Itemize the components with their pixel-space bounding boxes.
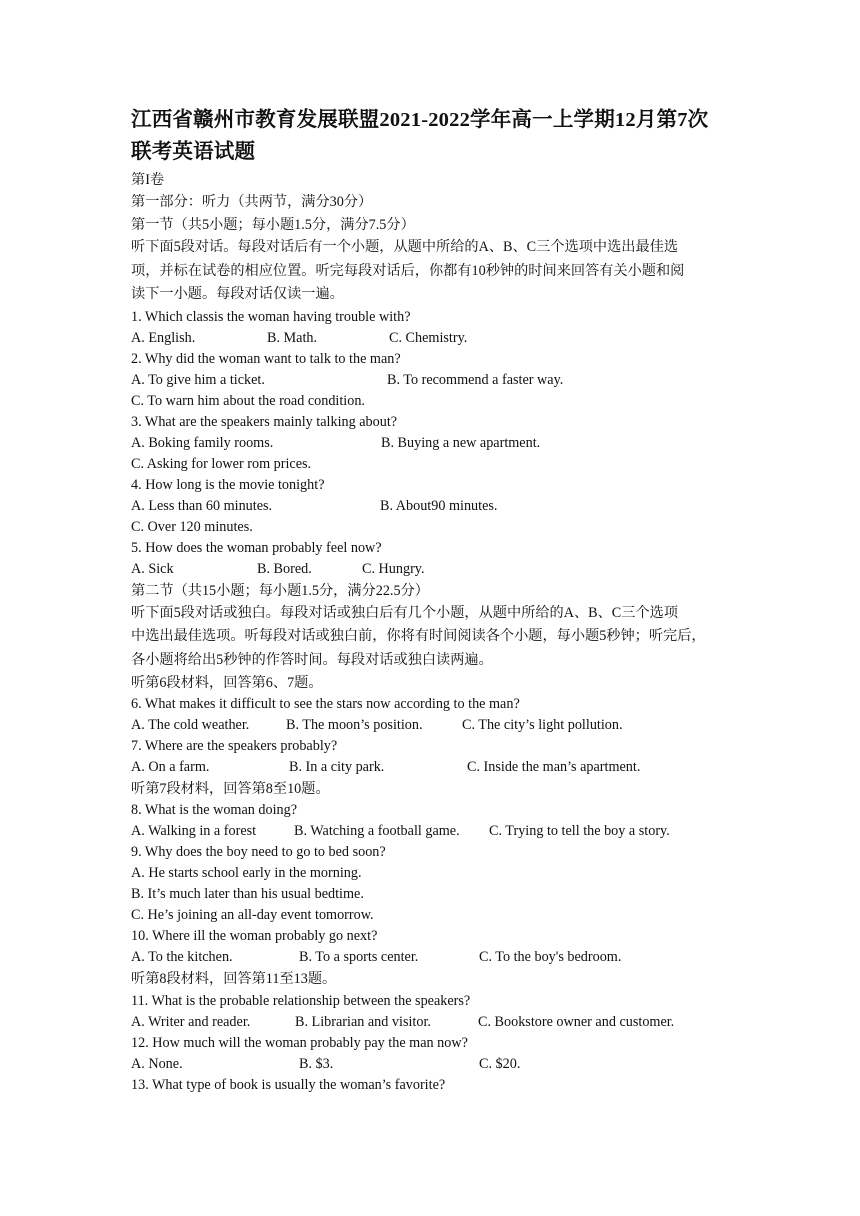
question-stem: 7. Where are the speakers probably? xyxy=(131,738,338,754)
question-stem: 4. How long is the movie tonight? xyxy=(131,476,325,493)
option-a: A. English. xyxy=(131,329,196,346)
question-stem: 1. Which classis the woman having trouble with? xyxy=(131,308,411,325)
question-stem: 6. What makes it difficult to see the stars now according to the man? xyxy=(131,696,520,712)
option-c: C. $20. xyxy=(479,1056,521,1072)
exam-page xyxy=(131,104,731,1096)
instruction-line: 读下一小题。每段对话仅读一遍。 xyxy=(131,286,344,302)
option-b: B. Bored. xyxy=(257,560,312,577)
question-stem: 8. What is the woman doing? xyxy=(131,802,298,818)
material-heading: 听第7段材料，回答第8至10题。 xyxy=(131,781,330,797)
option-a: A. Writer and reader. xyxy=(131,1014,251,1030)
question-stem: 10. Where ill the woman probably go next? xyxy=(131,928,378,944)
question-stem: 13. What type of book is usually the woman’s favorite? xyxy=(131,1077,446,1093)
question-options xyxy=(131,1012,731,1033)
option-a: A. The cold weather. xyxy=(131,717,250,733)
option-b: B. Math. xyxy=(267,329,318,346)
part-heading: 第一部分：听力（共两节，满分30分） xyxy=(131,194,373,210)
option-c: C. Hungry. xyxy=(362,560,425,577)
option-b: B. Librarian and visitor. xyxy=(295,1014,431,1030)
instruction-line: 听下面5段对话。每段对话后有一个小题，从题中所给的A、B、C三个选项中选出最佳选 xyxy=(131,239,679,255)
instruction-line: 各小题将给出5秒钟的作答时间。每段对话或独白读两遍。 xyxy=(131,651,493,668)
question-options xyxy=(131,370,731,391)
option-c: C. Bookstore owner and customer. xyxy=(478,1014,675,1030)
option-c: C. Trying to tell the boy a story. xyxy=(489,823,670,839)
option-b: B. In a city park. xyxy=(289,759,385,775)
volume-label: 第I卷 xyxy=(131,172,165,188)
option-c: C. Over 120 minutes. xyxy=(131,518,253,535)
option-c: C. Chemistry. xyxy=(389,329,468,346)
option-c: C. To the boy's bedroom. xyxy=(479,949,622,965)
instruction-line: 项，并标在试卷的相应位置。听完每段对话后，你都有10秒钟的时间来回答有关小题和阅 xyxy=(131,262,685,279)
question-stem: 9. Why does the boy need to go to bed soon? xyxy=(131,844,386,860)
question-options xyxy=(131,947,731,968)
section-heading: 第二节（共15小题；每小题1.5分，满分22.5分） xyxy=(131,582,429,599)
option-b: B. $3. xyxy=(299,1056,334,1072)
question-stem: 3. What are the speakers mainly talking about? xyxy=(131,413,398,430)
option-a: A. None. xyxy=(131,1056,183,1072)
question-options xyxy=(131,433,731,454)
option-b: B. It’s much later than his usual bedtime. xyxy=(131,886,364,902)
option-c: C. Asking for lower rom prices. xyxy=(131,455,312,472)
question-options xyxy=(131,496,731,517)
option-a: A. On a farm. xyxy=(131,759,210,775)
option-b: B. To a sports center. xyxy=(299,949,419,965)
option-a: A. To the kitchen. xyxy=(131,949,233,965)
option-b: B. About90 minutes. xyxy=(380,497,498,514)
question-stem: 11. What is the probable relationship between the speakers? xyxy=(131,993,471,1009)
option-c: C. The city’s light pollution. xyxy=(462,717,623,733)
section-instructions xyxy=(131,236,731,307)
instruction-line: 中选出最佳选项。听每段对话或独白前，你将有时间阅读各个小题，每小题5秒钟；听完后， xyxy=(131,628,706,644)
question-options xyxy=(131,821,731,842)
instruction-line: 听下面5段对话或独白。每段对话或独白后有几个小题，从题中所给的A、B、C三个选项 xyxy=(131,604,679,621)
option-c: C. To warn him about the road condition. xyxy=(131,392,365,409)
option-a: A. Sick xyxy=(131,560,174,577)
option-a: A. To give him a ticket. xyxy=(131,371,265,388)
document-title xyxy=(131,104,731,168)
option-b: B. The moon’s position. xyxy=(286,717,423,733)
material-heading: 听第6段材料，回答第6、7题。 xyxy=(131,675,323,691)
option-c: C. Inside the man’s apartment. xyxy=(467,759,641,775)
option-a: A. He starts school early in the morning. xyxy=(131,865,362,881)
title-line-1: 江西省赣州市教育发展联盟2021-2022学年高一上学期12月第7次 xyxy=(131,109,709,131)
question-options xyxy=(131,757,731,778)
option-b: B. Watching a football game. xyxy=(294,823,460,839)
option-a: A. Boking family rooms. xyxy=(131,434,274,451)
option-c: C. He’s joining an all-day event tomorrow. xyxy=(131,907,374,923)
option-b: B. To recommend a faster way. xyxy=(387,371,564,388)
title-line-2: 联考英语试题 xyxy=(131,141,256,163)
option-b: B. Buying a new apartment. xyxy=(381,434,541,451)
option-a: A. Walking in a forest xyxy=(131,823,257,839)
option-a: A. Less than 60 minutes. xyxy=(131,497,273,514)
question-stem: 12. How much will the woman probably pay the man now? xyxy=(131,1035,468,1051)
question-options xyxy=(131,559,731,580)
question-stem: 5. How does the woman probably feel now? xyxy=(131,539,382,556)
section-instructions xyxy=(131,602,731,673)
question-options xyxy=(131,1054,731,1075)
section-heading: 第一节（共5小题；每小题1.5分，满分7.5分） xyxy=(131,217,415,233)
question-stem: 2. Why did the woman want to talk to the man? xyxy=(131,350,401,367)
question-options xyxy=(131,715,731,736)
question-options xyxy=(131,328,731,349)
material-heading: 听第8段材料，回答第11至13题。 xyxy=(131,971,337,987)
